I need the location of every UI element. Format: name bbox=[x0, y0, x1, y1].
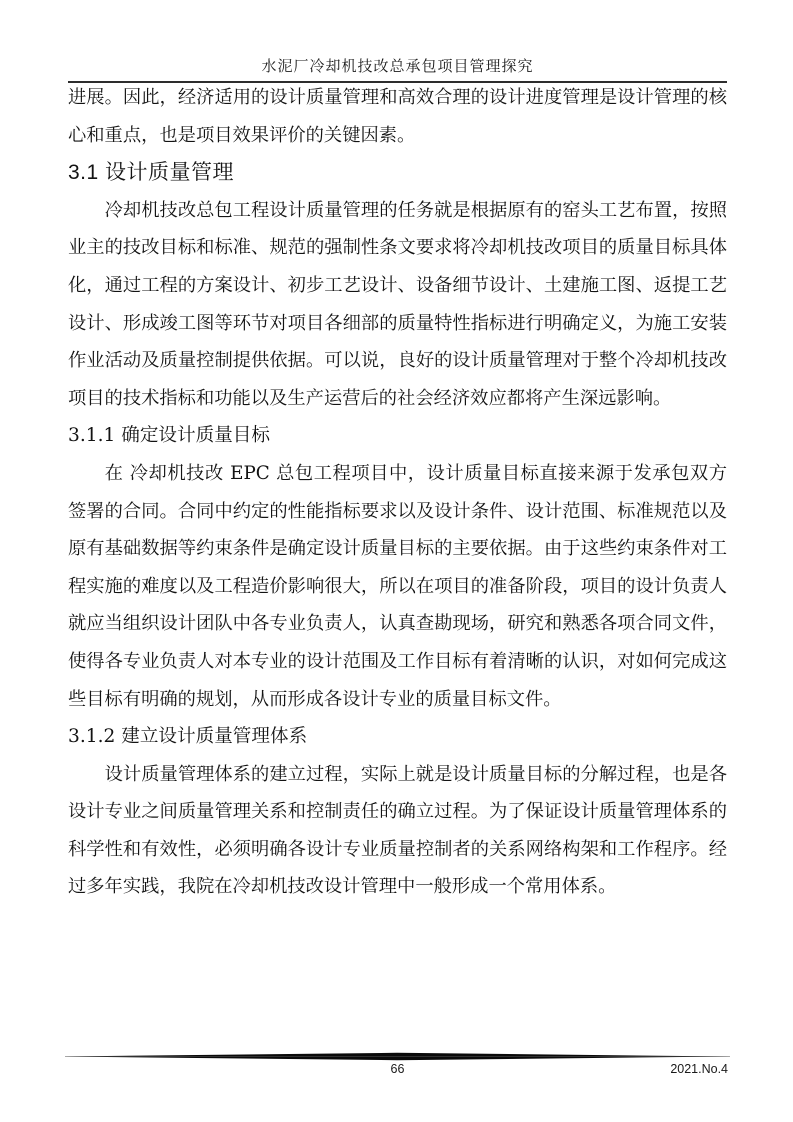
section-heading-3-1-2: 3.1.2 建立设计质量管理体系 bbox=[68, 726, 308, 748]
section-heading-3-1: 3.1 设计质量管理 bbox=[68, 161, 235, 185]
paragraph-section-3-1-2: 设计质量管理体系的建立过程，实际上就是设计质量目标的分解过程，也是各设计专业之间质量管理关系和控制责任的确立过程。为了保证设计质量管理体系的科学性和有效性，必须明确各设计专业质量控制者的关系网络构架和工作程序。经过多年实践，我院在冷却机技改设计管理中一般形成一个常用体系。 bbox=[68, 763, 727, 898]
running-header-title: 水泥厂冷却机技改总承包项目管理探究 bbox=[261, 57, 534, 75]
paragraph-section-3-1-1: 在 冷却机技改 EPC 总包工程项目中，设计质量目标直接来源于发承包双方签署的合同。合同中约定的性能指标要求以及设计条件、设计范围、标准规范以及原有基础数据等约束条件是确定设计质量目标的主要依据。由于这些约束条件对工程实施的难度以及工程造价影响很大，所以在项目的准备阶段，项目的设计负责人就应当组织设计团队中各专业负责人，认真查勘现场，研究和熟悉各项合同文件，使得各专业负责人对本专业的设计范围及工作目标有着清晰的认识，对如何完成这些目标有明确的规划，从而形成各设计专业的质量目标文件。 bbox=[68, 462, 727, 710]
footer-row bbox=[65, 1062, 730, 1080]
section-heading-3-1-1: 3.1.1 确定设计质量目标 bbox=[68, 425, 270, 447]
footer-ornament-rule bbox=[65, 1052, 730, 1061]
issue-label: 2021.No.4 bbox=[670, 1062, 728, 1076]
paragraph-continuation: 进展。因此，经济适用的设计质量管理和高效合理的设计进度管理是设计管理的核心和重点，也是项目效果评价的关键因素。 bbox=[68, 87, 727, 146]
paragraph-section-3-1: 冷却机技改总包工程设计质量管理的任务就是根据原有的窑头工艺布置，按照业主的技改目标和标准、规范的强制性条文要求将冷却机技改项目的质量目标具体化，通过工程的方案设计、初步工艺设计、设备细节设计、土建施工图、返提工艺设计、形成竣工图等环节对项目各细部的质量特性指标进行明确定义，为施工安装作业活动及质量控制提供依据。可以说，良好的设计质量管理对于整个冷却机技改项目的技术指标和功能以及生产运营后的社会经济效应都将产生深远影响。 bbox=[68, 199, 727, 409]
page-number: 66 bbox=[390, 1062, 405, 1076]
document-body bbox=[68, 79, 727, 906]
page-footer bbox=[65, 1052, 730, 1080]
